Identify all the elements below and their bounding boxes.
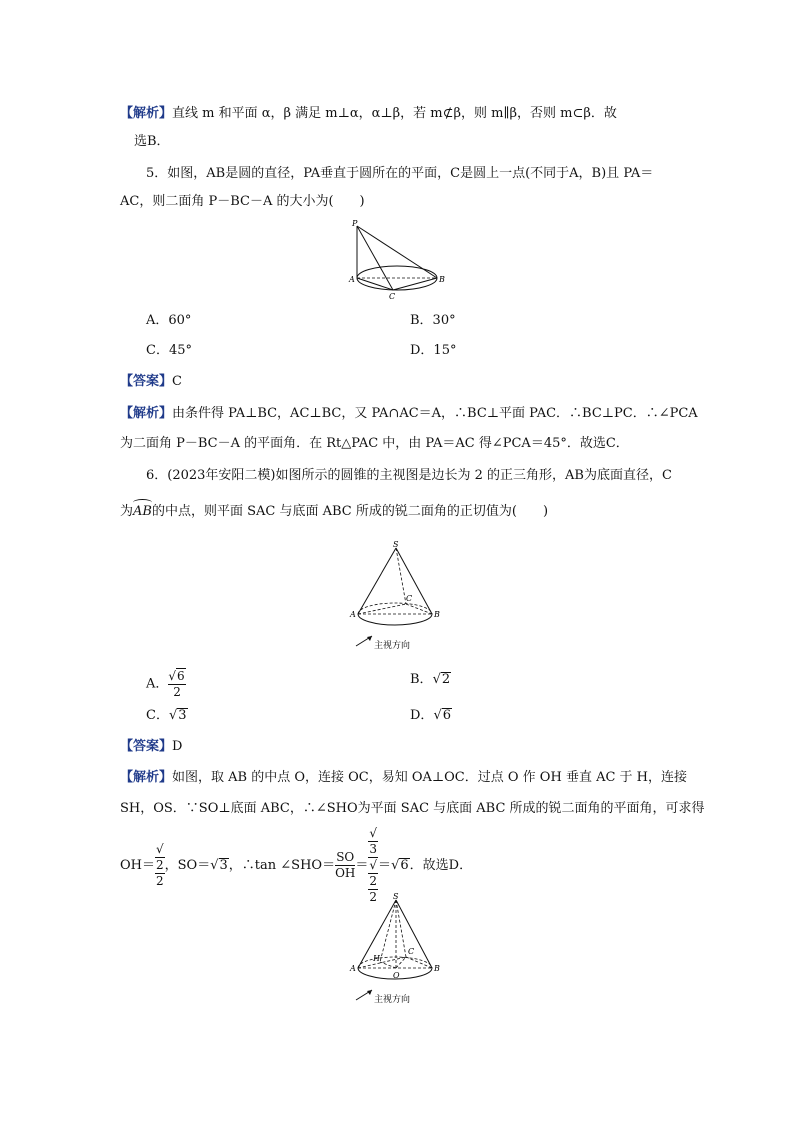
q6-analysis-line3: OH＝ √ 2 2 ，SO＝√3，∴tan ∠SHO＝ $\frac{SO}{OH}$ ＝ √ 3 √ 2 2 ＝√6．故选D． [120, 826, 473, 904]
q6b-label-a: A [350, 964, 356, 973]
q6-analysis-figure [340, 890, 460, 1008]
q6-arc-ab: AB [133, 502, 152, 522]
q6-label-a: A [350, 610, 356, 619]
q5-answer: C [172, 374, 182, 389]
q6-figure [340, 538, 460, 654]
q6b-base-back [358, 957, 432, 968]
analysis-tag: 【解析】 [120, 770, 173, 785]
q6b-direction-label: 主视方向 [374, 995, 411, 1005]
q5-stem-line2: AC，则二面角 P－BC－A 的大小为( ) [120, 194, 365, 209]
q6-edge-bc [406, 604, 432, 614]
q5-option-b: B．30° [410, 313, 456, 328]
q5-edge-pc [357, 226, 393, 290]
q6-option-c: C．√3 [146, 708, 187, 723]
q6b-edge-sh [380, 900, 396, 962]
q5-label-p: P [352, 219, 358, 228]
q6-direction-label: 主视方向 [374, 641, 411, 651]
q6-base-front [358, 614, 432, 625]
q6-base-back [358, 603, 432, 614]
q4-analysis-text: 直线 m 和平面 α，β 满足 m⊥α，α⊥β，若 m⊄β，则 m∥β，否则 m⊂β．故 [172, 106, 617, 121]
q5-analysis-text1: 由条件得 PA⊥BC，AC⊥BC，又 PA∩AC＝A，∴BC⊥平面 PAC．∴BC⊥PC．∴∠PCA [172, 406, 698, 421]
q5-option-a: A．60° [146, 313, 192, 328]
q6b-edge-bc [406, 957, 432, 968]
q6-option-b: B．√2 [410, 672, 451, 687]
answer-tag: 【答案】 [120, 739, 173, 754]
q5-label-a: A [349, 275, 355, 284]
q5-edge-bc [393, 278, 437, 290]
q5-label-b: B [439, 275, 445, 284]
q6-label-c: C [406, 594, 413, 603]
q6-option-d: D．√6 [410, 708, 452, 723]
q6-edge-sb [396, 548, 432, 614]
q6b-edge-oh [380, 962, 396, 968]
analysis-tag: 【解析】 [120, 406, 173, 421]
q6-answer-line [120, 737, 182, 757]
q6-analysis-text1: 如图，取 AB 的中点 O，连接 OC，易知 OA⊥OC．过点 O 作 OH 垂直 AC 于 H，连接 [172, 770, 688, 785]
q6-label-b: B [434, 610, 440, 619]
q5-option-c: C．45° [146, 343, 192, 358]
q6b-label-c: C [408, 947, 415, 956]
q6b-label-b: B [434, 964, 440, 973]
q6b-edge-sb [396, 900, 432, 968]
q5-edge-pb [357, 226, 437, 278]
q6b-label-o: O [393, 971, 400, 980]
q6-analysis-line1 [120, 768, 687, 788]
q4-analysis-line1 [120, 104, 617, 124]
q6-edge-ac [358, 604, 406, 614]
q6-option-a: A． $\frac{√6}{2}$ [146, 669, 185, 699]
q6b-label-s: S [393, 892, 399, 901]
q5-analysis-line2: 为二面角 P－BC－A 的平面角．在 Rt△PAC 中，由 PA＝AC 得∠PCA＝45°．故选C． [120, 436, 629, 451]
q6-answer: D [172, 739, 183, 754]
q6-stem-pre: 为 [120, 504, 134, 519]
q6b-label-h: H [373, 954, 380, 963]
q6-stem-post: 的中点，则平面 SAC 与底面 ABC 所成的锐二面角的正切值为( ) [151, 504, 549, 519]
q5-label-c: C [389, 292, 396, 301]
q5-option-d: D．15° [410, 343, 457, 358]
q5-stem-line1: 5．如图，AB是圆的直径，PA垂直于圆所在的平面，C是圆上一点(不同于A，B)且 PA＝ [146, 166, 654, 181]
q6-option-a-frac: $\frac{√6}{2}$ [168, 669, 185, 699]
q4-analysis-line2: 选B． [134, 134, 170, 149]
q5-figure [345, 218, 455, 306]
q6-label-s: S [393, 540, 399, 549]
q5-answer-line [120, 372, 182, 392]
analysis-tag: 【解析】 [120, 106, 173, 121]
q6-stem-line2 [120, 502, 548, 522]
q6-analysis-line2: SH，OS．∵SO⊥底面 ABC，∴∠SHO为平面 SAC 与底面 ABC 所成的锐二面角的平面角，可求得 [120, 801, 705, 816]
answer-tag: 【答案】 [120, 374, 173, 389]
q6-stem-line1: 6．(2023年安阳二模)如图所示的圆锥的主视图是边长为 2 的正三角形，AB为底面直径，C [146, 468, 672, 483]
q5-analysis-line1 [120, 404, 698, 424]
